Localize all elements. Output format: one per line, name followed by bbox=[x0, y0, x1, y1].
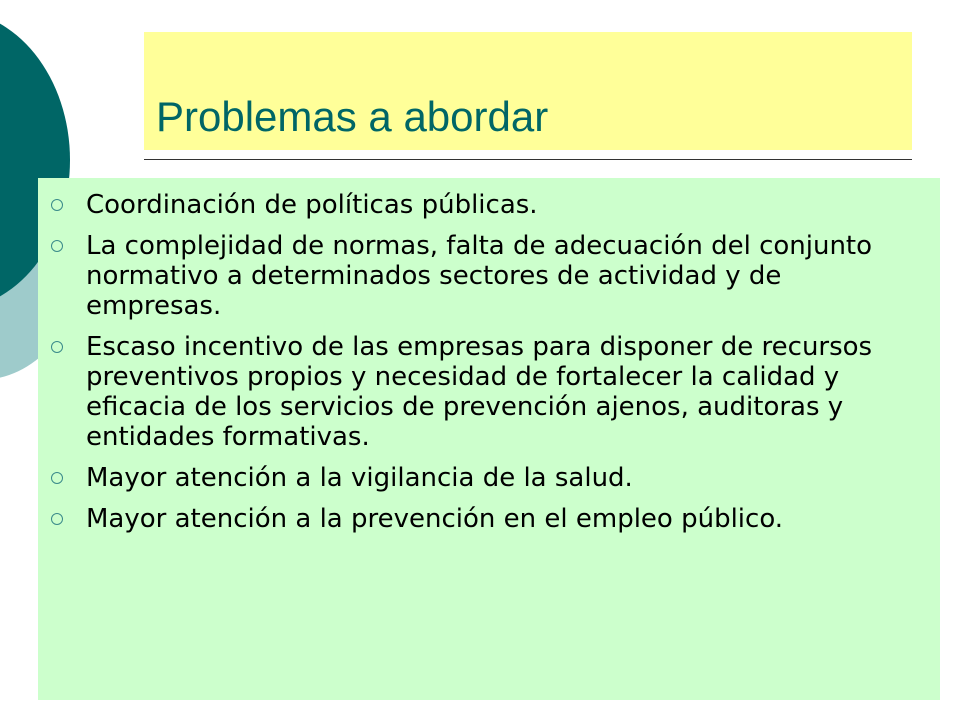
hollow-circle-bullet-icon bbox=[51, 472, 63, 484]
hollow-circle-bullet-icon bbox=[51, 240, 63, 252]
bullet-text: La complejidad de normas, falta de adecuación del conjunto normativo a determinados sectores de actividad y de empresas. bbox=[86, 231, 873, 321]
bullet-item bbox=[38, 190, 918, 220]
bullet-item bbox=[38, 332, 918, 452]
bullet-text: Mayor atención a la vigilancia de la salud. bbox=[86, 463, 633, 493]
bullet-text: Escaso incentivo de las empresas para disponer de recursos preventivos propios y necesidad de fortalecer la calidad y eficacia de los servicios de prevención ajenos, auditoras y entidades formativas. bbox=[86, 332, 873, 452]
title-band bbox=[144, 32, 912, 150]
hollow-circle-bullet-icon bbox=[51, 513, 63, 525]
bullet-list bbox=[38, 190, 918, 545]
hollow-circle-bullet-icon bbox=[51, 199, 63, 211]
bullet-item bbox=[38, 231, 918, 321]
bullet-item bbox=[38, 504, 918, 534]
title-underline bbox=[144, 159, 912, 160]
content-box bbox=[38, 178, 940, 700]
bullet-item bbox=[38, 463, 918, 493]
slide-title: Problemas a abordar bbox=[156, 93, 549, 140]
bullet-text: Mayor atención a la prevención en el empleo público. bbox=[86, 504, 784, 534]
hollow-circle-bullet-icon bbox=[51, 341, 63, 353]
bullet-text: Coordinación de políticas públicas. bbox=[86, 190, 538, 220]
